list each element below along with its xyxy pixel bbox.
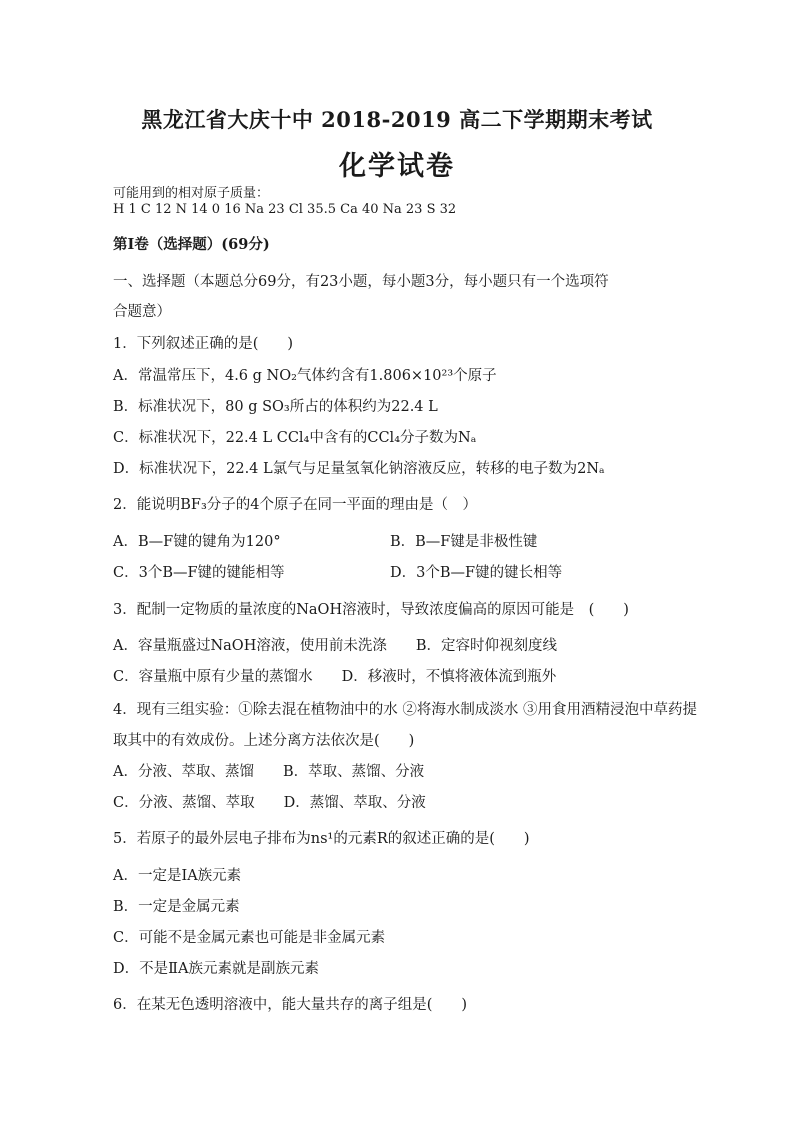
question-1-option-d: D．标准状况下，22.4 L氯气与足量氢氧化钠溶液反应，转移的电子数为2Nₐ	[113, 461, 605, 477]
question-5-option-c: C．可能不是金属元素也可能是非金属元素	[113, 930, 386, 946]
atomic-mass-label: 可能用到的相对原子质量：	[113, 186, 270, 201]
section-instruction-line1: 一、选择题（本题总分69分，有23小题，每小题3分，每小题只有一个选项符	[113, 274, 609, 290]
question-3-stem: 3．配制一定物质的量浓度的NaOH溶液时，导致浓度偏高的原因可能是 ( )	[113, 602, 629, 618]
question-3-options-ab: A．容量瓶盛过NaOH溶液，使用前未洗涤 B．定容时仰视刻度线	[113, 638, 557, 654]
question-2-option-a: A．B—F键的键角为120°	[113, 534, 281, 550]
question-1-stem: 1．下列叙述正确的是( )	[113, 336, 294, 352]
question-2-option-b: B．B—F键是非极性键	[390, 534, 538, 550]
exam-subtitle: 化学试卷	[339, 151, 455, 182]
question-5-option-d: D．不是ⅡA族元素就是副族元素	[113, 961, 319, 977]
question-1-option-b: B．标准状况下，80 g SO₃所占的体积约为22.4 L	[113, 399, 438, 415]
atomic-mass-values: H 1 C 12 N 14 0 16 Na 23 Cl 35.5 Ca 40 Na 23 S 32	[113, 202, 457, 217]
question-4-stem-line2: 取其中的有效成份。上述分离方法依次是( )	[113, 733, 415, 749]
question-4-options-cd: C．分液、蒸馏、萃取 D．蒸馏、萃取、分液	[113, 795, 426, 811]
question-4-options-ab: A．分液、萃取、蒸馏 B．萃取、蒸馏、分液	[113, 764, 425, 780]
question-4-stem-line1: 4．现有三组实验：①除去混在植物油中的水 ②将海水制成淡水 ③用食用酒精浸泡中草药提	[113, 702, 697, 718]
question-1-option-a: A．常温常压下，4.6 g NO₂气体约含有1.806×10²³个原子	[113, 368, 497, 384]
exam-title: 黑龙江省大庆十中 2018-2019 高二下学期期末考试	[141, 107, 653, 132]
section-title: 第Ⅰ卷（选择题）(69分)	[113, 236, 270, 253]
question-5-stem: 5．若原子的最外层电子排布为ns¹的元素R的叙述正确的是( )	[113, 831, 530, 847]
question-2-option-d: D．3个B—F键的键长相等	[390, 565, 563, 581]
question-2-option-c: C．3个B—F键的键能相等	[113, 565, 285, 581]
question-6-stem: 6．在某无色透明溶液中，能大量共存的离子组是( )	[113, 997, 468, 1013]
question-5-option-b: B．一定是金属元素	[113, 899, 240, 915]
question-3-options-cd: C．容量瓶中原有少量的蒸馏水 D．移液时，不慎将液体流到瓶外	[113, 669, 557, 685]
question-5-option-a: A．一定是ⅠA族元素	[113, 868, 242, 884]
question-1-option-c: C．标准状况下，22.4 L CCl₄中含有的CCl₄分子数为Nₐ	[113, 430, 477, 446]
section-instruction-line2: 合题意）	[113, 304, 171, 320]
question-2-stem: 2．能说明BF₃分子的4个原子在同一平面的理由是（ ）	[113, 497, 477, 513]
